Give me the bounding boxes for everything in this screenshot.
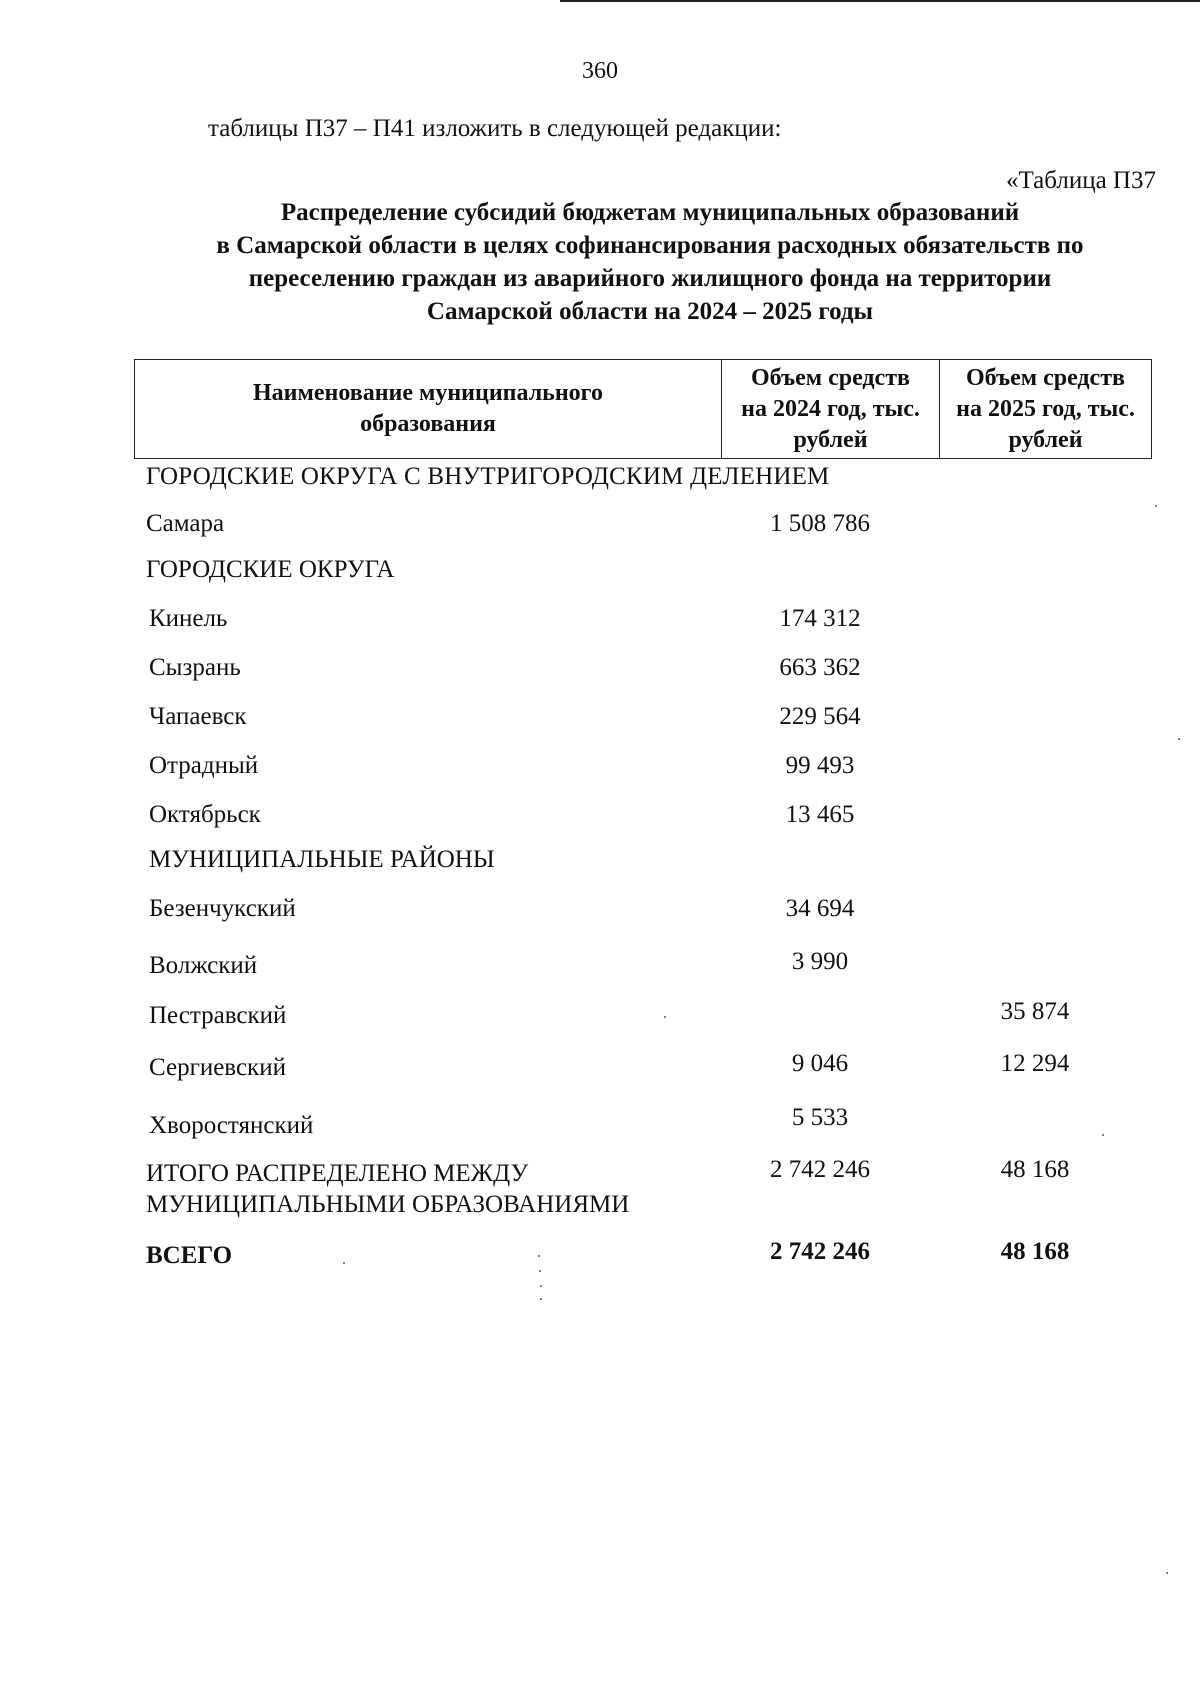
- title-line: в Самарской области в целях софинансирования расходных обязательств по: [216, 232, 1084, 259]
- table-row-total: [0, 1238, 1200, 1272]
- total-label: ВСЕГО: [146, 1242, 233, 1269]
- top-border-line: [560, 0, 1200, 2]
- header-2024-label: Объем средств на 2024 год, тыс. рублей: [741, 364, 920, 453]
- municipality-name: Чапаевск: [149, 703, 247, 730]
- title-line: Самарской области на 2024 – 2025 годы: [426, 298, 874, 325]
- amount-2024: 9 046: [791, 1050, 849, 1077]
- table-row: [0, 998, 1200, 1036]
- municipality-name: Волжский: [149, 952, 258, 979]
- amount-2025: 35 874: [1000, 998, 1070, 1025]
- municipality-name: Пестравский: [149, 1002, 287, 1029]
- municipality-name: Сергиевский: [149, 1054, 286, 1081]
- scan-speck: [540, 1298, 542, 1300]
- municipality-name: Октябрьск: [149, 801, 261, 828]
- header-2025-label: Объем средств на 2025 год, тыс. рублей: [956, 364, 1135, 453]
- table-row: [0, 654, 1200, 688]
- table-row-section: [0, 556, 1200, 590]
- amount-2024: 13 465: [785, 801, 855, 828]
- municipality-name: Отрадный: [149, 752, 259, 779]
- table-row-subtotal: [0, 1158, 1200, 1226]
- subtotal-label-line: МУНИЦИПАЛЬНЫМИ ОБРАЗОВАНИЯМИ: [146, 1191, 630, 1218]
- title-line: Распределение субсидий бюджетам муниципальных образований: [280, 199, 1020, 226]
- amount-2024: 99 493: [785, 752, 855, 779]
- section-label: ГОРОДСКИЕ ОКРУГА: [146, 556, 395, 583]
- amount-2024: 663 362: [779, 654, 861, 681]
- section-label: ГОРОДСКИЕ ОКРУГА С ВНУТРИГОРОДСКИМ ДЕЛЕНИЕМ: [146, 463, 830, 490]
- table-title: [140, 196, 1160, 328]
- table-reference: «Таблица П37: [1006, 167, 1156, 194]
- table-row: [0, 752, 1200, 786]
- amount-2024: 1 508 786: [770, 510, 870, 537]
- municipality-name: Кинель: [149, 605, 228, 632]
- table-row: [0, 703, 1200, 737]
- header-name-label: Наименование муниципального образования: [253, 380, 603, 437]
- municipality-name: Самара: [146, 510, 225, 537]
- municipality-name: Безенчукский: [149, 895, 296, 922]
- table-row: [0, 948, 1200, 986]
- header-name-column: [135, 360, 721, 458]
- scan-speck: [343, 1262, 345, 1264]
- table-row: [0, 1104, 1200, 1146]
- header-2025-column: [939, 360, 1151, 458]
- scan-speck: [538, 1255, 540, 1257]
- table-row: [0, 605, 1200, 639]
- total-2025: 48 168: [1000, 1238, 1070, 1265]
- scan-speck: [1178, 738, 1180, 740]
- table-row: [0, 801, 1200, 835]
- table-row-section: [0, 846, 1200, 880]
- table-row-section: [0, 463, 1200, 497]
- title-line: переселению граждан из аварийного жилищного фонда на территории: [248, 265, 1052, 292]
- table-row: [0, 510, 1200, 544]
- section-label: МУНИЦИПАЛЬНЫЕ РАЙОНЫ: [149, 846, 495, 873]
- scan-speck: [539, 1270, 541, 1272]
- page-number: 360: [582, 58, 618, 84]
- subtotal-2025: 48 168: [1000, 1156, 1070, 1183]
- table-header: [134, 359, 1152, 459]
- municipality-name: Сызрань: [149, 654, 241, 681]
- total-2024: 2 742 246: [770, 1238, 870, 1265]
- subtotal-label-line: ИТОГО РАСПРЕДЕЛЕНО МЕЖДУ: [146, 1160, 529, 1187]
- amount-2024: 34 694: [785, 895, 855, 922]
- table-row: [0, 1050, 1200, 1088]
- scan-speck: [1102, 1134, 1104, 1136]
- header-2024-column: [721, 360, 939, 458]
- subtotal-2024: 2 742 246: [770, 1156, 870, 1183]
- subtotal-label: [146, 1158, 629, 1220]
- municipality-name: Хворостянский: [149, 1112, 314, 1139]
- scan-speck: [664, 1016, 666, 1018]
- amount-2024: 229 564: [779, 703, 861, 730]
- amount-2025: 12 294: [1000, 1050, 1070, 1077]
- scan-speck: [1155, 505, 1157, 507]
- scan-speck: [1166, 1572, 1168, 1574]
- table-row: [0, 895, 1200, 929]
- amount-2024: 3 990: [791, 948, 849, 975]
- amount-2024: 174 312: [779, 605, 861, 632]
- scan-speck: [540, 1285, 542, 1287]
- intro-text: таблицы П37 – П41 изложить в следующей редакции:: [208, 115, 782, 142]
- amount-2024: 5 533: [791, 1104, 849, 1131]
